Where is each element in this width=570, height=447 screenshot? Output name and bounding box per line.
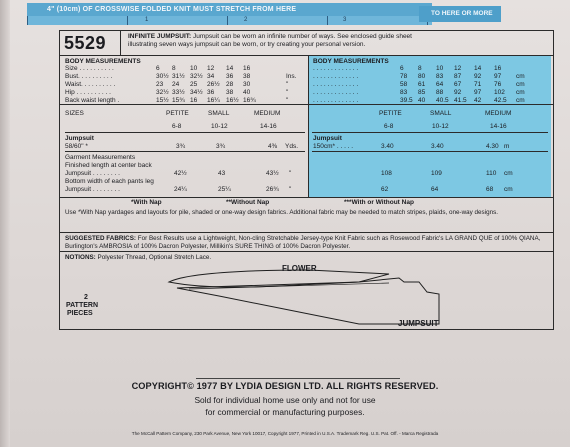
pattern-title: INFINITE JUMPSUIT: (128, 33, 192, 40)
measurement-metric-unit: cm (516, 89, 525, 96)
notions-label: NOTIONS: (65, 254, 96, 261)
measurement-metric-cell: 78 (400, 73, 408, 80)
measurement-metric-cell: 16 (494, 65, 502, 72)
garment-measurement-line: Bottom width of each pants leg (65, 178, 154, 185)
divider (59, 251, 554, 252)
garment-metric-value: 62 (381, 186, 389, 193)
nap-without: **Without Nap (226, 199, 270, 206)
yardage-unit: Yds. (285, 143, 299, 150)
measurement-leader-dots: . . . . . . . . . . . . . (313, 65, 359, 72)
measurement-row-label: Waist. . . . . . . . . . (65, 81, 116, 88)
body-measurements-metric-title: BODY MEASUREMENTS (313, 58, 389, 65)
measurement-metric-cell: 8 (418, 65, 422, 72)
measurement-cell: 34 (207, 73, 215, 80)
body-measurements-title: BODY MEASUREMENTS (65, 58, 141, 65)
measurement-cell: 12 (207, 65, 215, 72)
measurement-cell: 16 (190, 97, 198, 104)
garment-row-label: Jumpsuit . . . . . . . . (65, 170, 120, 177)
pieces-label-1: PATTERN (66, 302, 99, 309)
measurement-leader-dots: . . . . . . . . . . . . . (313, 81, 359, 88)
measurement-row-label: Bust. . . . . . . . . . (65, 73, 113, 80)
garment-metric-value: 109 (431, 170, 442, 177)
measurement-metric-cell: 61 (418, 81, 426, 88)
garment-row-label: Jumpsuit . . . . . . . . (65, 186, 120, 193)
nap-note: Use *With Nap yardages and layouts for pile, shaded or one-way design fabrics. Additional fabric may be needed to match stripes, plaids, one-way designs. (65, 209, 498, 216)
yardage-value: 3¾ (176, 143, 186, 150)
yardage-metric-fabric: 150cm* . . . . . (313, 143, 354, 150)
measurement-cell: 30½ (156, 73, 169, 80)
size-group-medium-metric: MEDIUM (485, 110, 512, 117)
measurement-unit: " (286, 89, 289, 96)
size-range: 6-8 (384, 123, 394, 130)
measurement-cell: 40 (243, 89, 251, 96)
garment-measurement-line: Finished length at center back (65, 162, 152, 169)
measurement-cell: 24 (172, 81, 180, 88)
page-edge-shadow (0, 0, 10, 447)
sizes-label: SIZES (65, 110, 84, 117)
measurement-unit: Ins. (286, 73, 297, 80)
measurement-cell: 16¼ (207, 97, 220, 104)
measurement-metric-unit: cm (516, 97, 525, 104)
garment-value: 25¼ (218, 186, 231, 193)
measurement-metric-cell: 67 (454, 81, 462, 88)
description-line-1: Jumpsuit can be worn an infinite number of ways. See enclosed guide sheet (193, 33, 412, 40)
measurement-cell: 34½ (190, 89, 203, 96)
measurement-cell: 38 (226, 89, 234, 96)
measurement-metric-cell: 88 (436, 89, 444, 96)
garment-metric-value: 64 (431, 186, 439, 193)
divider (308, 55, 309, 197)
size-group-small-metric: SMALL (430, 110, 452, 117)
flower-label: FLOWER (282, 264, 317, 273)
measurement-leader-dots: . . . . . . . . . . . . . (313, 89, 359, 96)
measurement-cell: 15¾ (172, 97, 185, 104)
pattern-number: 5529 (64, 33, 107, 53)
measurement-cell: 26½ (207, 81, 220, 88)
garment-value: 42½ (174, 170, 187, 177)
pattern-description (128, 33, 548, 49)
yardage-metric-value: 3.40 (431, 143, 444, 150)
copyright-line: COPYRIGHT© 1977 BY LYDIA DESIGN LTD. ALL RIGHTS RESERVED. (131, 381, 439, 391)
notions (65, 254, 550, 262)
garment-value: 24¼ (174, 186, 187, 193)
measurement-metric-cell: 40.5 (436, 97, 449, 104)
measurement-cell: 30 (243, 81, 251, 88)
measurement-metric-cell: 42 (474, 97, 482, 104)
measurement-unit: " (286, 81, 289, 88)
measurement-cell: 16¾ (243, 97, 256, 104)
stretch-gauge-label: 4" (10cm) OF CROSSWISE FOLDED KNIT MUST STRETCH FROM HERE (27, 3, 432, 17)
measurement-metric-cell: 42.5 (494, 97, 507, 104)
yardage-value: 3¾ (216, 143, 226, 150)
garment-metric-value: 110 (486, 170, 497, 177)
measurement-metric-cell: 83 (400, 89, 408, 96)
measurement-metric-cell: 92 (454, 89, 462, 96)
measurement-metric-cell: 6 (400, 65, 404, 72)
jumpsuit-label: JUMPSUIT (398, 319, 439, 328)
measurement-cell: 16½ (226, 97, 239, 104)
measurement-metric-cell: 80 (418, 73, 426, 80)
size-range: 10-12 (211, 123, 228, 130)
measurement-metric-cell: 87 (454, 73, 462, 80)
measurement-metric-cell: 64 (436, 81, 444, 88)
measurement-metric-cell: 71 (474, 81, 482, 88)
measurement-cell: 36 (226, 73, 234, 80)
divider (59, 197, 554, 198)
measurement-metric-cell: 39.5 (400, 97, 413, 104)
pattern-pieces-diagram (59, 264, 554, 330)
measurement-cell: 15½ (156, 97, 169, 104)
measurement-row-label: Hip . . . . . . . . . . (65, 89, 111, 96)
measurement-cell: 38 (243, 73, 251, 80)
garment-metric-value: 108 (381, 170, 392, 177)
size-range: 10-12 (432, 123, 449, 130)
divider (312, 132, 548, 133)
measurement-cell: 31½ (172, 73, 185, 80)
divider (120, 30, 121, 55)
measurement-cell: 25 (190, 81, 198, 88)
measurement-cell: 33½ (172, 89, 185, 96)
pieces-label-2: PIECES (67, 310, 93, 317)
divider (65, 132, 305, 133)
measurement-metric-cell: 83 (436, 73, 444, 80)
tick-label: 3 (343, 17, 347, 23)
garment-value: 43½ (266, 170, 279, 177)
stretch-gauge (27, 0, 493, 28)
measurement-row-label: Back waist length . (65, 97, 120, 104)
tick-label: 1 (145, 17, 149, 23)
tick-label: 2 (244, 17, 248, 23)
divider (65, 151, 305, 152)
measurement-metric-cell: 97 (494, 73, 502, 80)
measurement-metric-cell: 97 (474, 89, 482, 96)
yardage-fabric-width: 58/60" * (65, 143, 88, 150)
suggested-fabrics-text: For Best Results use a Lightweight, Non-cling Stretchable Jersey-type Knit Fabric such as Rosewood Fabric's LA GRAND QUE of 100% QIANA, Burlington's AMBROSIA of 100% Dacron Polyester, Millikin's SURE THING of 100% Dacron Polyester. (65, 235, 541, 250)
garment-measurements-title: Garment Measurements (65, 154, 136, 161)
measurement-metric-unit: cm (516, 81, 525, 88)
size-group-petite-metric: PETITE (379, 110, 402, 117)
measurement-cell: 14 (226, 65, 234, 72)
measurement-leader-dots: . . . . . . . . . . . . . (313, 73, 359, 80)
stretch-gauge-ticks (27, 16, 432, 25)
size-group-petite: PETITE (166, 110, 189, 117)
nap-with: *With Nap (131, 199, 162, 206)
garment-value: 26¾ (266, 186, 279, 193)
divider (59, 55, 554, 56)
publisher-footer: The McCall Pattern Company, 230 Park Avenue, New York 10017, Copyright 1977, Printed in U.S.A. Trademark Reg. U.S. Pat. Off. - Marca Registrada (131, 431, 439, 436)
measurement-cell: 36 (207, 89, 215, 96)
garment-metric-unit: cm (504, 186, 513, 193)
measurement-metric-cell: 102 (494, 89, 505, 96)
measurement-metric-cell: 41.5 (454, 97, 467, 104)
divider (312, 151, 548, 152)
size-range: 14-16 (490, 123, 507, 130)
measurement-cell: 32½ (190, 73, 203, 80)
measurement-metric-cell: 58 (400, 81, 408, 88)
suggested-fabrics (65, 235, 550, 250)
measurement-unit: " (286, 97, 289, 104)
divider (59, 104, 554, 105)
yardage-title: Jumpsuit (65, 135, 94, 142)
measurement-metric-cell: 85 (418, 89, 426, 96)
measurement-cell: 28 (226, 81, 234, 88)
garment-value: 43 (218, 170, 226, 177)
garment-unit: " (289, 170, 292, 177)
measurement-cell: 8 (172, 65, 176, 72)
divider (196, 378, 400, 379)
yardage-metric-title: Jumpsuit (313, 135, 342, 142)
measurement-cell: 23 (156, 81, 164, 88)
notions-text: Polyester Thread, Optional Stretch Lace. (97, 254, 212, 261)
size-range: 6-8 (172, 123, 182, 130)
yardage-metric-value: 4.30 (486, 143, 499, 150)
measurement-metric-cell: 10 (436, 65, 444, 72)
yardage-value: 4⅜ (268, 143, 278, 150)
measurement-metric-unit: cm (516, 73, 525, 80)
description-line-2: illustrating seven ways jumpsuit can be worn, or try creating your personal version. (128, 41, 366, 48)
measurement-cell: 16 (243, 65, 251, 72)
size-range: 14-16 (260, 123, 277, 130)
divider (59, 232, 554, 233)
yardage-metric-unit: m (504, 143, 510, 150)
measurement-metric-cell: 40 (418, 97, 426, 104)
measurement-metric-cell: 92 (474, 73, 482, 80)
measurement-metric-cell: 14 (474, 65, 482, 72)
usage-line-1: Sold for individual home use only and not for use (194, 395, 376, 405)
measurement-metric-cell: 12 (454, 65, 462, 72)
garment-metric-unit: cm (504, 170, 513, 177)
size-group-small: SMALL (208, 110, 230, 117)
suggested-fabrics-label: SUGGESTED FABRICS: (65, 235, 137, 242)
measurement-leader-dots: . . . . . . . . . . . . . (313, 97, 359, 104)
measurement-row-label: Size . . . . . . . . . . (65, 65, 114, 72)
measurement-cell: 10 (190, 65, 198, 72)
measurement-metric-cell: 76 (494, 81, 502, 88)
nap-either: ***With or Without Nap (344, 199, 414, 206)
measurement-cell: 32½ (156, 89, 169, 96)
stretch-gauge-end-label: TO HERE OR MORE (419, 6, 501, 22)
usage-line-2: for commercial or manufacturing purposes. (205, 407, 365, 417)
yardage-metric-value: 3.40 (381, 143, 394, 150)
garment-metric-value: 68 (486, 186, 494, 193)
measurement-cell: 6 (156, 65, 160, 72)
piece-count: 2 (84, 294, 88, 301)
garment-unit: " (289, 186, 292, 193)
size-group-medium: MEDIUM (254, 110, 281, 117)
